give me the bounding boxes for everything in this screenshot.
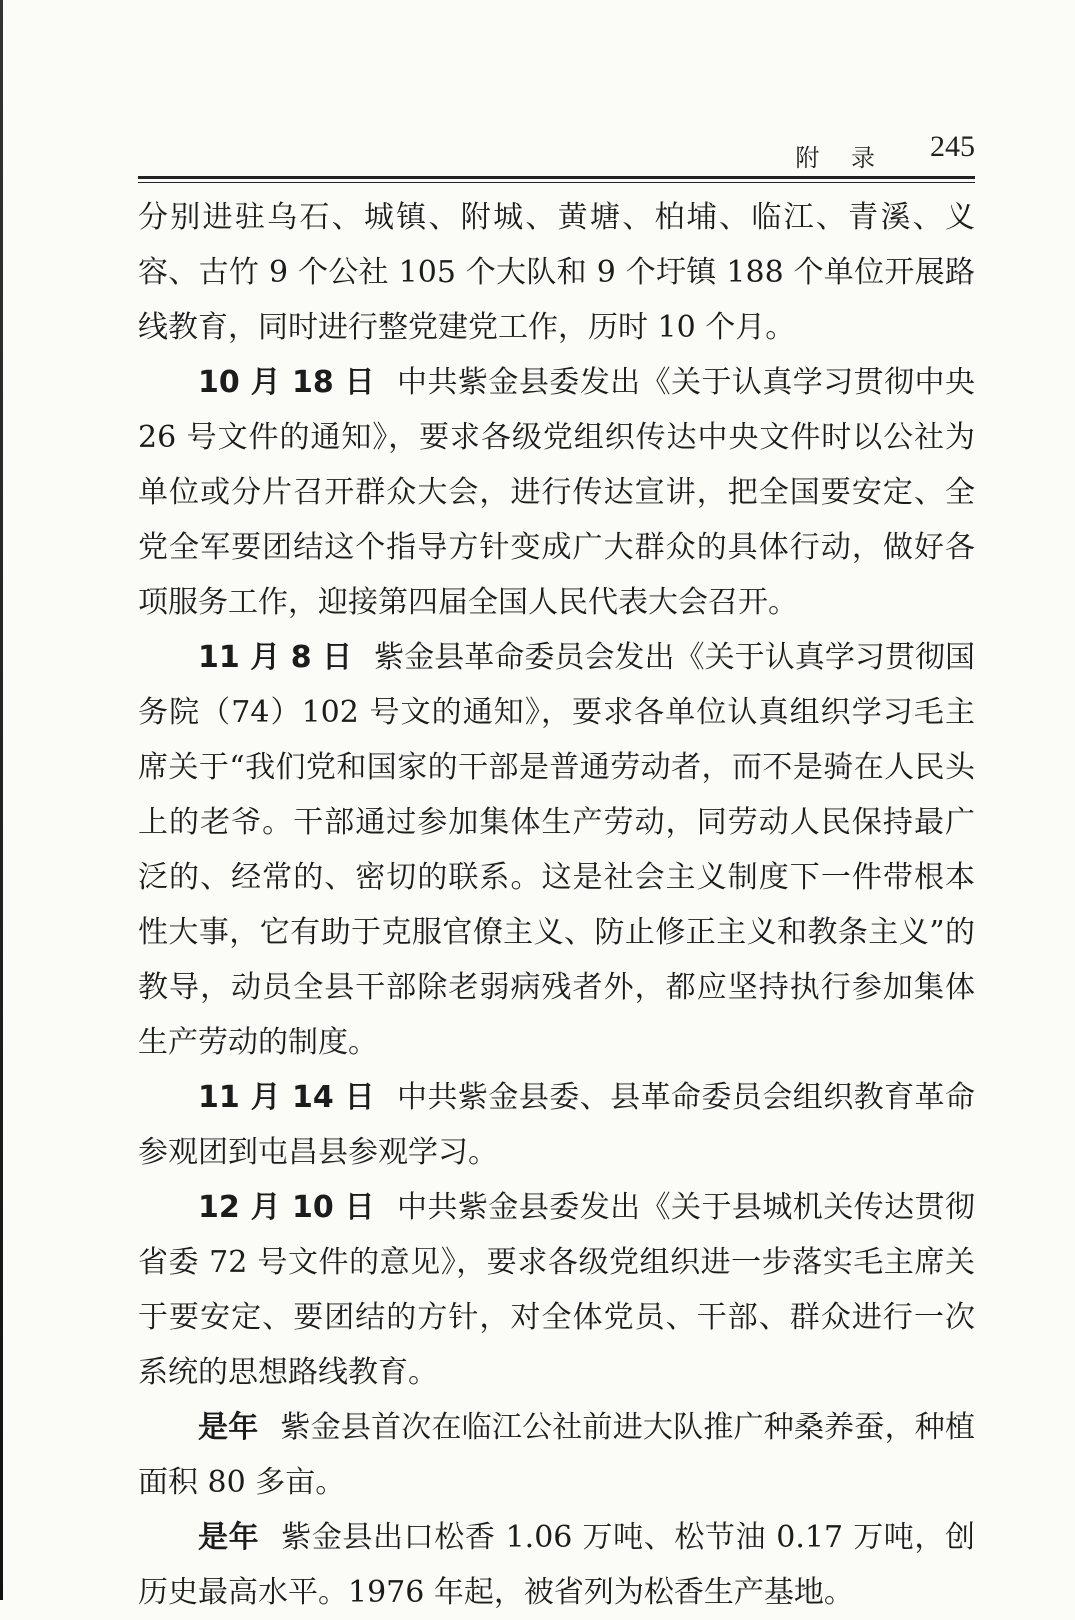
header-rule-thick <box>138 176 975 179</box>
chronicle-entry <box>138 355 975 630</box>
page-header <box>138 128 975 176</box>
entry-date: 是年 <box>198 1520 260 1555</box>
entry-text: 中共紫金县委发出《关于认真学习贯彻中央 26 号文件的通知》，要求各级党组织传达中央文件时以公社为单位或分片召开群众大会，进行传达宣讲，把全国要安定、全党全军要团结这个指导方针变成广大群众的具体行动，做好各项服务工作，迎接第四届全国人民代表大会召开。 <box>138 365 975 620</box>
chronicle-entry <box>138 1510 975 1620</box>
entry-date: 12 月 10 日 <box>198 1190 376 1225</box>
entry-text: 中共紫金县委发出《关于县城机关传达贯彻省委 72 号文件的意见》，要求各级党组织进一步落实毛主席关于要安定、要团结的方针，对全体党员、干部、群众进行一次系统的思想路线教育。 <box>138 1190 975 1390</box>
running-head: 附 录 <box>795 144 887 172</box>
chronicle-entry <box>138 1400 975 1510</box>
entry-text: 紫金县首次在临江公社前进大队推广种桑养蚕，种植面积 80 多亩。 <box>138 1410 976 1500</box>
chronicle-entry <box>138 1180 975 1400</box>
page-number: 245 <box>930 130 975 163</box>
paragraph-text: 分别进驻乌石、城镇、附城、黄塘、柏埔、临江、青溪、义容、古竹 9 个公社 105 个大队和 9 个圩镇 188 个单位开展路线教育，同时进行整党建党工作，历时 10 个月。 <box>138 200 975 345</box>
body-text <box>138 190 975 1620</box>
chronicle-entry <box>138 1070 975 1180</box>
header-rule-thin <box>138 182 975 183</box>
entry-date: 是年 <box>198 1410 259 1445</box>
paragraph-continued <box>138 190 975 355</box>
entry-text: 中共紫金县委、县革命委员会组织教育革命参观团到屯昌县参观学习。 <box>138 1080 975 1170</box>
chronicle-entry <box>138 630 975 1070</box>
entry-date: 11 月 14 日 <box>198 1080 376 1115</box>
entry-text: 紫金县出口松香 1.06 万吨、松节油 0.17 万吨，创历史最高水平。1976 年起，被省列为松香生产基地。 <box>138 1520 976 1610</box>
entry-text: 紫金县革命委员会发出《关于认真学习贯彻国务院（74）102 号文的通知》，要求各单位认真组织学习毛主席关于“我们党和国家的干部是普通劳动者，而不是骑在人民头上的老爷。干部通过参加集体生产劳动，同劳动人民保持最广泛的、经常的、密切的联系。这是社会主义制度下一件带根本性大事，它有助于克服官僚主义、防止修正主义和教条主义”的教导，动员全县干部除老弱病残者外，都应坚持执行参加集体生产劳动的制度。 <box>138 640 975 1060</box>
page-edge-shadow <box>0 0 3 1600</box>
entry-date: 11 月 8 日 <box>198 640 353 675</box>
entry-date: 10 月 18 日 <box>198 365 376 400</box>
